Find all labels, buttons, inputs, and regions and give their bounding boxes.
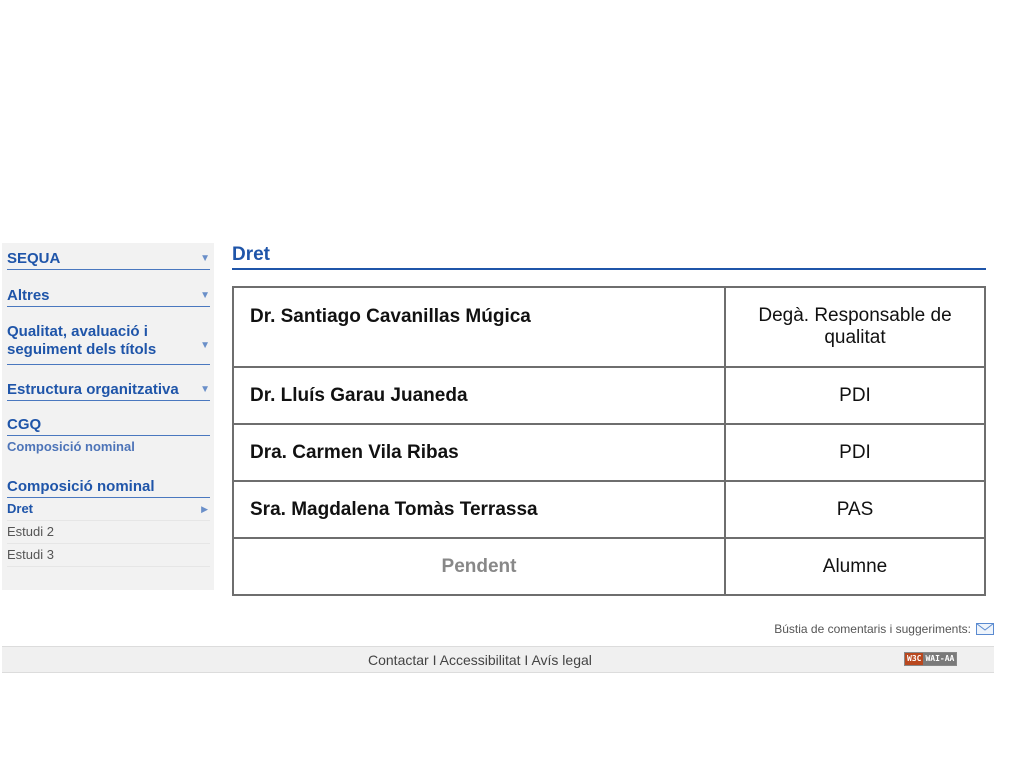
w3c-wai-badge[interactable] [904, 652, 957, 666]
footer-link-accessibilitat[interactable]: Accessibilitat [439, 652, 521, 668]
chevron-down-icon: ▼ [200, 340, 210, 351]
footer-link-avis-legal[interactable]: Avís legal [531, 652, 592, 668]
w3c-badge-label: W3C [907, 654, 922, 663]
table-row [233, 367, 985, 424]
sidebar-item-label: CGQ [7, 416, 42, 433]
members-table [232, 286, 986, 596]
chevron-down-icon: ▼ [200, 384, 210, 395]
member-role: Alumne [725, 538, 985, 595]
table-row [233, 538, 985, 595]
page-title: Dret [232, 244, 986, 270]
footer-separator: I [524, 652, 529, 668]
sidebar-item-cgq[interactable] [7, 416, 210, 436]
member-role: PDI [725, 424, 985, 481]
sidebar-subitem-estudi-3[interactable] [7, 544, 210, 567]
member-name-pending: Pendent [233, 538, 725, 595]
table-row [233, 481, 985, 538]
sidebar-subitem-label: Estudi 2 [7, 524, 54, 539]
member-name: Dra. Carmen Vila Ribas [233, 424, 725, 481]
sidebar-item-label: Qualitat, avaluació i seguiment dels títols [7, 323, 157, 358]
sidebar-subitem-label: Dret [7, 501, 34, 516]
sidebar-section-label: Composició nominal [7, 478, 155, 495]
member-name: Dr. Lluís Garau Juaneda [233, 367, 725, 424]
member-role: Degà. Responsable de qualitat [725, 287, 985, 367]
sidebar-subitem-label: Estudi 3 [7, 547, 54, 562]
member-role: PAS [725, 481, 985, 538]
sidebar-cgq-sub-link[interactable]: Composició nominal [7, 439, 135, 454]
member-name: Dr. Santiago Cavanillas Múgica [233, 287, 725, 367]
feedback-link[interactable] [774, 622, 994, 636]
sidebar-item-label: Estructura organitzativa [7, 381, 179, 398]
sidebar-section-title [7, 478, 210, 498]
envelope-icon[interactable] [976, 623, 994, 635]
footer-link-contactar[interactable]: Contactar [368, 652, 429, 668]
feedback-label: Bústia de comentaris i suggeriments: [774, 622, 971, 636]
member-name: Sra. Magdalena Tomàs Terrassa [233, 481, 725, 538]
chevron-down-icon: ▼ [200, 290, 210, 301]
sidebar-subitem-estudi-2[interactable] [7, 521, 210, 544]
footer [2, 646, 994, 673]
footer-separator: I [432, 652, 437, 668]
wai-badge-label: WAI-AA [925, 654, 955, 663]
sidebar-item-sequa[interactable] [7, 250, 210, 270]
member-role: PDI [725, 367, 985, 424]
sidebar-item-label: Altres [7, 287, 50, 304]
sidebar-subitem-dret[interactable] [7, 498, 210, 521]
sidebar-item-altres[interactable] [7, 287, 210, 307]
table-row [233, 424, 985, 481]
sidebar-item-qualitat[interactable] [7, 323, 210, 365]
sidebar-item-estructura[interactable] [7, 381, 210, 401]
sidebar-item-label: SEQUA [7, 250, 61, 267]
table-row [233, 287, 985, 367]
sidebar [2, 243, 214, 590]
chevron-right-icon: ▶ [201, 504, 208, 514]
footer-links [368, 652, 592, 668]
chevron-down-icon: ▼ [200, 253, 210, 264]
